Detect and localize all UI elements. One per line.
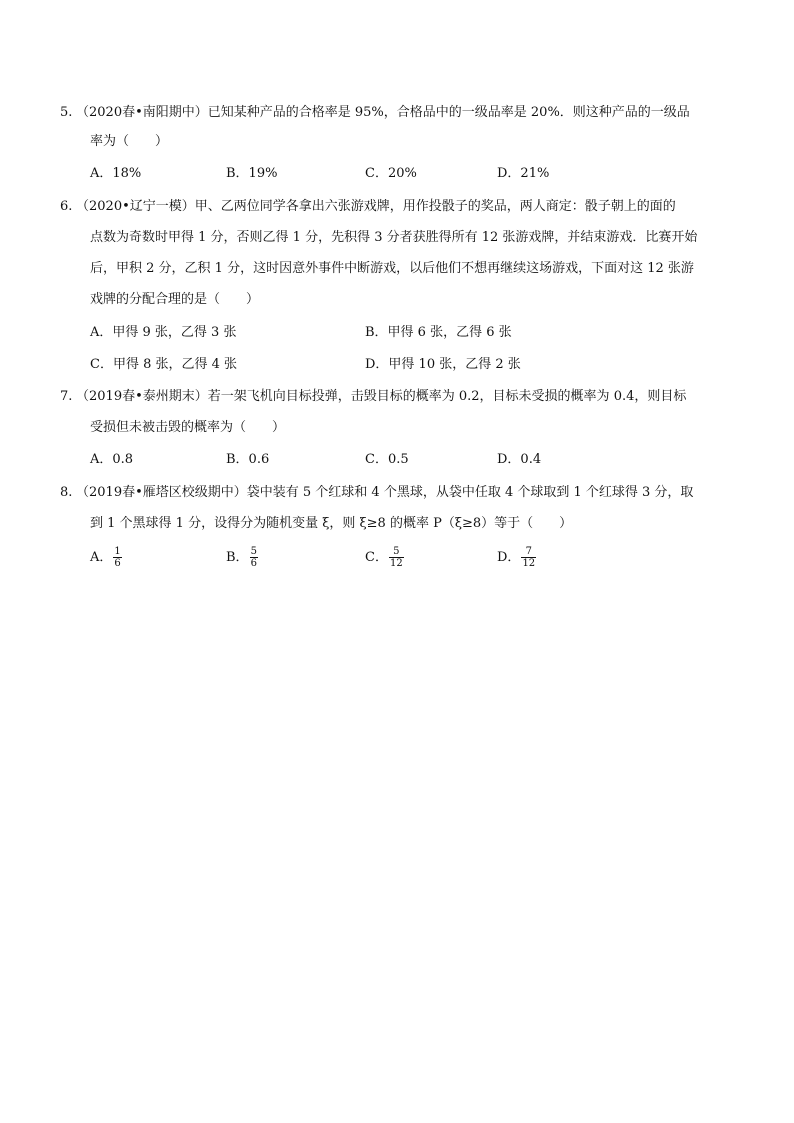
fraction-numerator: 5 bbox=[389, 546, 404, 558]
question-5-option-b: B．19% bbox=[226, 166, 278, 181]
question-6-line-2: 点数为奇数时甲得 1 分，否则乙得 1 分，先积得 3 分者获胜得所有 12 张游戏牌，并结束游戏．比赛开始 bbox=[90, 230, 698, 245]
fraction-denominator: 12 bbox=[389, 558, 403, 569]
fraction-numerator: 5 bbox=[250, 546, 257, 557]
question-8-number: 8. bbox=[60, 485, 73, 500]
question-7-number: 7. bbox=[60, 389, 73, 404]
question-5-number: 5. bbox=[60, 105, 73, 120]
question-8-option-a-label: A． bbox=[90, 549, 113, 565]
question-8-option-b bbox=[226, 546, 258, 569]
question-8-option-b-fraction bbox=[250, 546, 258, 569]
question-8-option-d-label: D． bbox=[497, 549, 521, 565]
question-6-option-b: B．甲得 6 张，乙得 6 张 bbox=[365, 325, 512, 340]
question-7-option-b: B．0.6 bbox=[226, 452, 270, 467]
question-5-option-a: A．18% bbox=[90, 166, 142, 181]
question-7-option-c: C．0.5 bbox=[365, 452, 409, 467]
question-8-option-d bbox=[497, 546, 536, 569]
fraction-denominator: 12 bbox=[522, 558, 536, 569]
question-7-option-d: D．0.4 bbox=[497, 452, 542, 467]
question-8-option-b-label: B． bbox=[226, 549, 249, 565]
fraction-numerator: 1 bbox=[114, 546, 121, 557]
question-8-option-c bbox=[365, 546, 404, 569]
question-5-line-1: （2020春•南阳期中）已知某种产品的合格率是 95%，合格品中的一级品率是 20%．则这种产品的一级品 bbox=[76, 105, 690, 120]
question-6-option-d: D．甲得 10 张，乙得 2 张 bbox=[365, 357, 521, 372]
question-5-line-2: 率为（ ） bbox=[90, 134, 169, 149]
question-8-option-a bbox=[90, 546, 122, 569]
question-5-option-d: D．21% bbox=[497, 166, 550, 181]
question-5-option-c: C．20% bbox=[365, 166, 417, 181]
question-8-line-1: （2019春•雁塔区校级期中）袋中装有 5 个红球和 4 个黑球，从袋中任取 4 个球取到 1 个红球得 3 分，取 bbox=[76, 485, 694, 500]
fraction-numerator: 7 bbox=[521, 546, 536, 558]
question-8-option-a-fraction bbox=[113, 546, 121, 569]
question-8-option-c-label: C． bbox=[365, 549, 388, 565]
question-6-line-1: （2020•辽宁一模）甲、乙两位同学各拿出六张游戏牌，用作投骰子的奖品，两人商定：骰子朝上的面的 bbox=[76, 199, 676, 214]
question-7-line-2: 受损但未被击毁的概率为（ ） bbox=[90, 420, 286, 435]
question-7-line-1: （2019春•泰州期末）若一架飞机向目标投弹，击毁目标的概率为 0.2，目标未受损的概率为 0.4，则目标 bbox=[76, 389, 687, 404]
question-6-number: 6. bbox=[60, 199, 73, 214]
question-8-option-d-fraction bbox=[521, 546, 536, 569]
question-6-line-3: 后，甲积 2 分，乙积 1 分，这时因意外事件中断游戏，以后他们不想再继续这场游戏，下面对这 12 张游 bbox=[90, 261, 694, 276]
question-6-option-a: A．甲得 9 张，乙得 3 张 bbox=[90, 325, 237, 340]
question-6-option-c: C．甲得 8 张，乙得 4 张 bbox=[90, 357, 238, 372]
question-7-option-a: A．0.8 bbox=[90, 452, 134, 467]
question-6-line-4: 戏牌的分配合理的是（ ） bbox=[90, 292, 260, 307]
question-8-line-2: 到 1 个黑球得 1 分，设得分为随机变量 ξ，则 ξ≥8 的概率 P（ξ≥8）等于（ ） bbox=[90, 516, 573, 531]
fraction-denominator: 6 bbox=[250, 558, 257, 569]
fraction-denominator: 6 bbox=[114, 558, 121, 569]
question-8-option-c-fraction bbox=[389, 546, 404, 569]
